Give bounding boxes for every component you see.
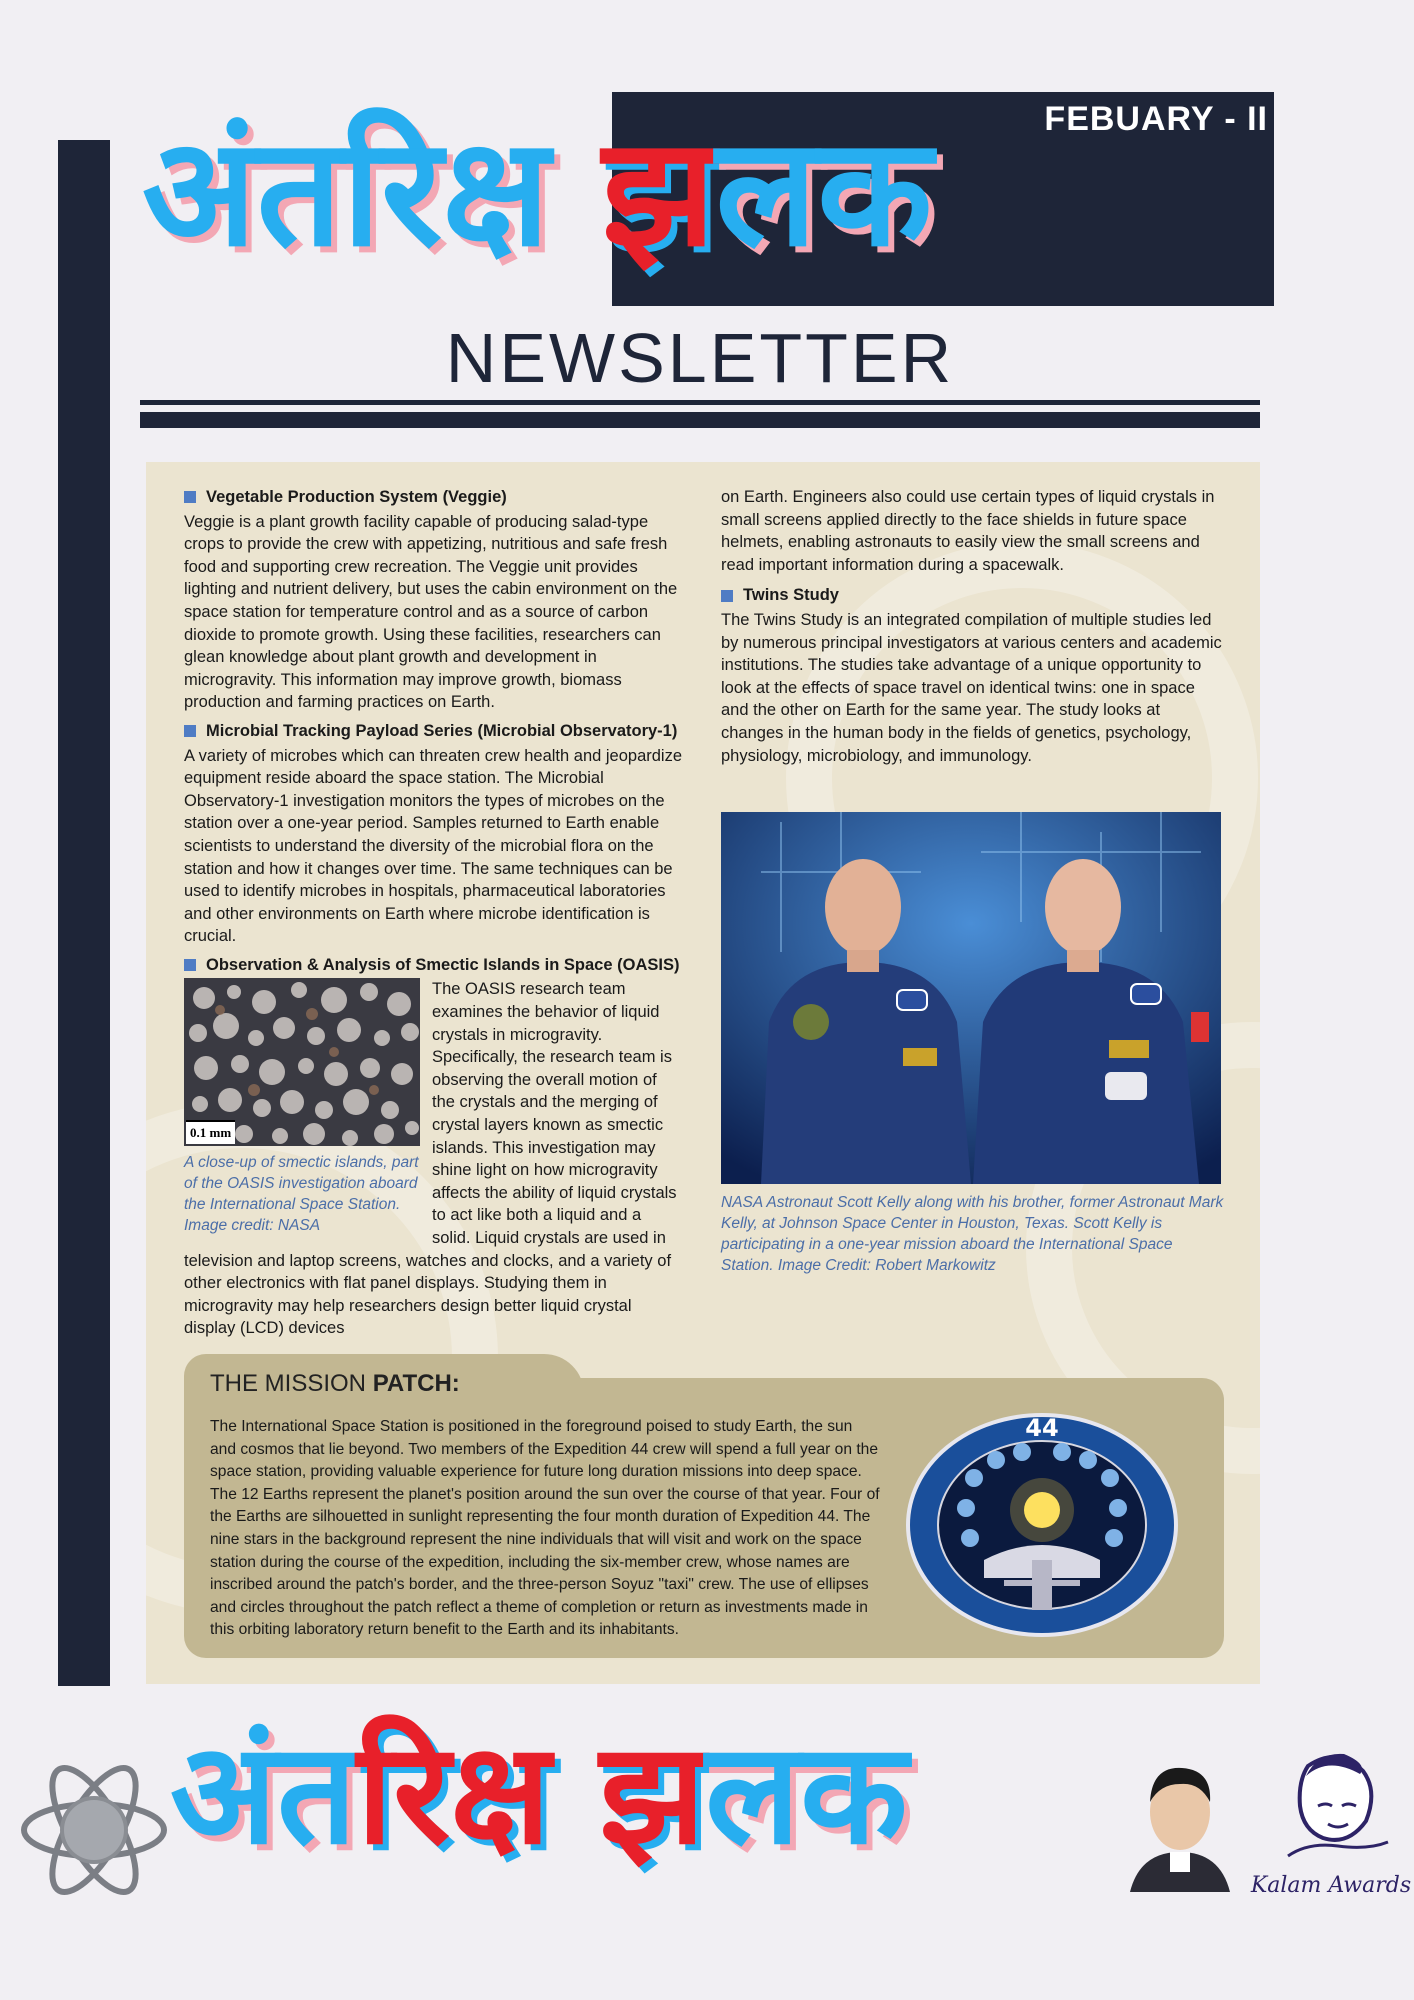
twins-body: The Twins Study is an integrated compilation of multiple studies led by numerous principal investigators at various centers and academic institutions. The studies take advantage of a unique opportunity to look at the effects of space travel on identical twins: one in space and the other on Earth for the same year. The study looks at changes in the human body in the fields of genetics, psychology, physiology, microbiology, and immunology. <box>721 610 1222 765</box>
emblem-number: 44 <box>1025 1414 1059 1442</box>
side-bar <box>58 140 110 1686</box>
footer-title-logo: अंतरिक्ष झलक <box>170 1713 908 1876</box>
content-panel <box>146 462 1260 1684</box>
scale-bar-label: 0.1 mm <box>186 1120 235 1145</box>
smectic-islands-image <box>184 978 420 1146</box>
atom-logo-icon <box>14 1750 174 1910</box>
divider-thick <box>140 412 1260 428</box>
kelly-twins-photo <box>721 812 1221 1184</box>
divider-thin <box>140 400 1260 405</box>
mission-patch-body: The International Space Station is positioned in the foreground poised to study Earth, the sun and cosmos that lie beyond. Two members of the Expedition 44 crew will spend a full year on the space station, providing valuable experience for future long duration missions into deep space. The 12 Earths represent the planet's position around the sun over the course of that year. Four of the Earths are silhouetted in sunlight representing the four month duration of Expedition 44. The nine stars in the background represent the nine individuals that will visit and work on the space station during the course of the expedition, including the six-member crew, whose names are inscribed around the patch's border, and the three-person Soyuz "taxi" crew. The use of ellipses and circles throughout the patch reflect a theme of completion or return as investments made in this orbiting laboratory return benefit to the Earth and its inhabitants. <box>210 1418 880 1639</box>
oasis-caption: A close-up of smectic islands, part of the OASIS investigation aboard the International Space Station. Image credit: NASA <box>184 1154 419 1235</box>
masthead-title: अंतरिक्ष झलक <box>142 106 933 280</box>
issue-label: FEBUARY - II <box>1044 100 1268 138</box>
bullet-square-icon <box>721 590 733 602</box>
veggie-body: Veggie is a plant growth facility capable of producing salad-type crops to provide the crew with appetizing, nutritious and safe fresh food and supporting crew recreation. The Veggie unit provides lighting and nutrient delivery, but uses the cabin environment on the space station for temperature control and as a source of carbon dioxide to promote growth. Using these facilities, researchers can glean knowledge about plant growth and development in microgravity. This information may improve growth, biomass production and farming practices on Earth. <box>184 512 678 712</box>
microbial-body: A variety of microbes which can threaten crew health and jeopardize equipment reside aboard the space station. The Microbial Observatory-1 investigation monitors the types of microbes on the station over a one-year period. Samples returned to Earth enable scientists to understand the diversity of the microbial flora on the station and how it changes over time. The same techniques can be used to identify microbes in hospitals, pharmaceutical laboratories and other environments on Earth where microbe identification is crucial. <box>184 746 683 946</box>
microbial-heading: Microbial Tracking Payload Series (Microbial Observatory-1) <box>184 720 684 743</box>
expedition-44-emblem <box>904 1410 1180 1640</box>
left-column <box>184 486 684 1346</box>
veggie-heading: Vegetable Production System (Veggie) <box>184 486 684 509</box>
oasis-figure <box>184 978 424 1236</box>
kalam-awards-signature: Kalam Awards <box>1250 1873 1412 1898</box>
newsletter-heading: NEWSLETTER <box>445 319 955 397</box>
bullet-square-icon <box>184 959 196 971</box>
mission-patch-title: THE MISSION PATCH: <box>210 1370 460 1397</box>
right-column <box>721 486 1226 773</box>
bullet-square-icon <box>184 491 196 503</box>
twins-heading: Twins Study <box>721 584 1226 607</box>
bullet-square-icon <box>184 725 196 737</box>
twins-photo-caption: NASA Astronaut Scott Kelly along with his brother, former Astronaut Mark Kelly, at Johnson Space Center in Houston, Texas. Scott Kelly is participating in a one-year mission aboard the International Space Station. Image Credit: Robert Markowitz <box>721 1194 1224 1274</box>
portrait-illustration <box>1120 1752 1240 1892</box>
oasis-heading: Observation & Analysis of Smectic Islands in Space (OASIS) <box>184 954 684 977</box>
oasis-body: The OASIS research team examines the behavior of liquid crystals in microgravity. Specifically, the research team is observing the overall motion of the crystals and the merging of crystal layers known as smectic islands. This investigation may shine light on how microgravity affects the ability of liquid crystals to act like both a liquid and a solid. Liquid crystals are used in television and laptop screens, watches and clocks, and a variety of other electronics with flat panel displays. Studying them in microgravity may help researchers design better liquid crystal display (LCD) devices <box>184 980 677 1338</box>
oasis-continuation: on Earth. Engineers also could use certain types of liquid crystals in small screens applied directly to the face shields in future space helmets, enabling astronauts to easily view the small screens and read important information during a spacewalk. <box>721 488 1215 574</box>
kalam-awards-logo <box>1248 1746 1414 1906</box>
